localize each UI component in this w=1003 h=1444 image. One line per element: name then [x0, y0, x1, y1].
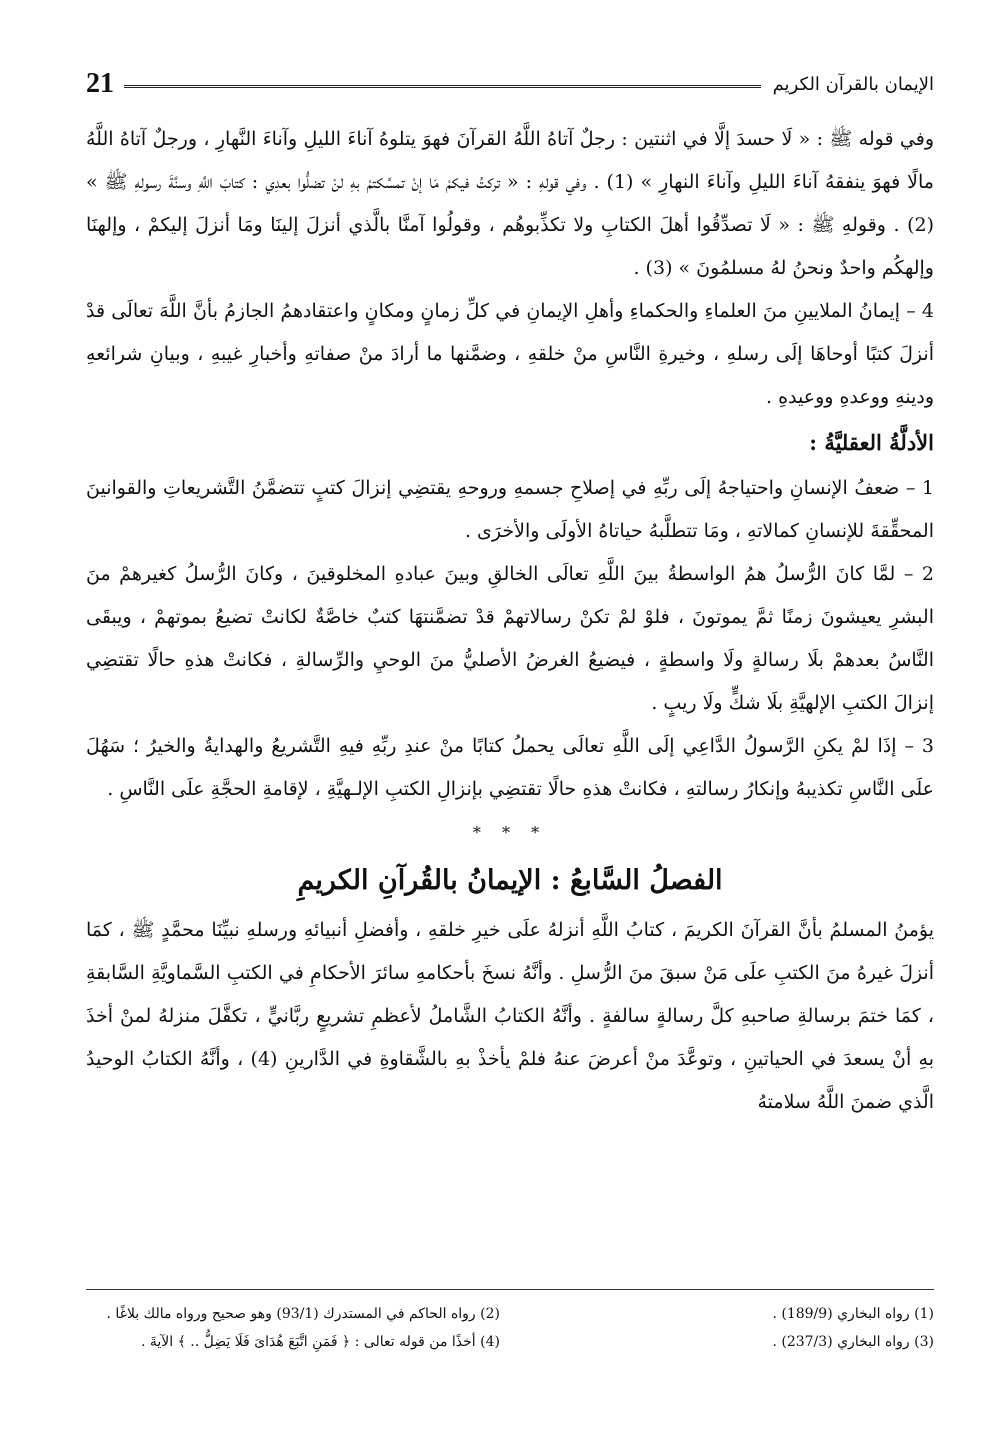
chapter-title: الفصلُ السَّابعُ : الإيمانُ بالقُرآنِ الكريمِ — [297, 865, 723, 896]
footnote-4: (4) أخذًا من قوله تعالى : ﴿ فَمَنِ اتَّبَعَ هُدَاىَ فَلَا يَضِلُّ .. ﴾ الآيةَ . — [140, 1334, 500, 1350]
footnote-2: (2) رواه الحاكم في المستدرك (93/1) وهو صحيح ورواه مالك بلاغًا . — [106, 1306, 500, 1322]
footnote-1: (1) رواه البخاري (189/9) . — [772, 1306, 934, 1322]
paragraph-chapter-intro: يؤمنُ المسلمُ بأنَّ القرآنَ الكريمَ ، كتابُ اللَّهِ أنزلهُ علَى خيرِ خلقهِ ، وأفضلِ أنبيائهِ ورسلهِ نبيِّنَا محمَّدٍ ﷺ ، كمَا أنزلَ غيرهُ منَ الكتبِ علَى مَنْ سبقَ منَ الرُّسلِ . وأنَّهُ نسخَ بأحكامهِ سائرَ الأحكامِ في الكتبِ السَّماويَّةِ السَّابقةِ ، كمَا ختمَ برسالةِ صاحبهِ كلَّ رسالةٍ سالفةٍ . وأنَّهُ الكتابُ الشَّاملُ لأعظمِ تشريعٍ ربَّانيٍّ ، تكفَّلَ منزلهُ لمنْ أخذَ بهِ أنْ يسعدَ في الحياتينِ ، وتوعَّدَ منْ أعرضَ عنهُ فلمْ يأخذْ بهِ بالشَّقاوةِ في الدَّارينِ (4) ، وأنَّهُ الكتابُ الوحيدُ الَّذي ضمنَ اللَّهُ سلامتهُ — [86, 919, 934, 1113]
page-body — [86, 118, 934, 1124]
paragraph-rational-2: 2 – لمَّا كانَ الرُّسلُ همُ الواسطةُ بينَ اللَّهِ تعالَى الخالقِ وبينَ عبادهِ المخلوقينَ ، وكانَ الرُّسلُ كغيرهمْ منَ البشرِ يعيشونَ زمنًا ثمَّ يموتونَ ، فلوْ لمْ تكنْ رسالاتهمْ قدْ تضمَّنتهَا كتبٌ خاصَّةٌ لكانتْ تضيعُ بموتهمْ ، ويبقَى النَّاسُ بعدهمْ بلَا رسالةٍ ولَا واسطةٍ ، فيضيعُ الغرضُ الأصليُّ منَ الوحيِ والرِّسالةِ ، فكانتْ هذهِ حالًا تقتضِي إنزالَ الكتبِ الإلهيَّةِ بلَا شكٍّ ولَا ريبٍ . — [86, 563, 934, 714]
running-title: الإيمان بالقرآن الكريم — [772, 73, 934, 95]
footnotes — [86, 1300, 934, 1356]
paragraph-rational-3: 3 – إذَا لمْ يكنِ الرَّسولُ الدَّاعِي إلَى اللَّهِ تعالَى يحملُ كتابًا منْ عندِ ربِّهِ فيهِ التَّشريعُ والهدايةُ والخيرُ ؛ سَهُلَ علَى النَّاسِ تكذيبهُ وإنكارُ رسالتهِ ، فكانتْ هذهِ حالًا تقتضِي بإنزالِ الكتبِ الإلـهيَّةِ ، لإقامةِ الحجَّةِ علَى النَّاسِ . — [86, 735, 934, 800]
page-header — [86, 66, 934, 102]
section-heading-rational-proofs: الأدلَّةُ العقليَّةُ : — [809, 430, 934, 455]
header-rule — [124, 85, 761, 88]
paragraph-hadith-quotes: وفي قوله ﷺ : « لَا حسدَ إلَّا في اثنتين : رجلٌ آتاهُ اللَّهُ القرآنَ فهوَ يتلوهُ آناءَ الليلِ وآناءَ النَّهارِ ، ورجلٌ آتاهُ اللَّهُ مالًا فهوَ ينفقهُ آناءَ الليلِ وآناءَ النهارِ » (1) . وفي قولهِ : « تركتُ فيكمْ مَا إنْ تمسَّكتمْ بهِ لنْ تضلُّوا بعدِي : كتابَ اللَّهِ وسنَّةَ رسولهِ ﷺ » (2) . وقولهِ ﷺ : « لَا تصدِّقُوا أهلَ الكتابِ ولا تكذِّبوهُم ، وقولُوا آمنَّا بالَّذي أنزلَ إلينَا ومَا أنزلَ إليكمْ ، وإلهنَا وإلهكُم واحدٌ ونحنُ لهُ مسلمُونَ » (3) . — [86, 128, 934, 279]
section-separator: * * * — [472, 823, 548, 842]
paragraph-rational-1: 1 – ضعفُ الإنسانِ واحتياجهُ إلَى ربِّهِ في إصلاحِ جسمهِ وروحهِ يقتضِي إنزالَ كتبٍ تتضمَّنُ التَّشريعاتِ والقوانينَ المحقِّقةَ للإنسانِ كمالاتهِ ، ومَا تتطلَّبهُ حياتاهُ الأولَى والأخرَى . — [86, 477, 934, 542]
footnote-3: (3) رواه البخاري (237/3) . — [772, 1334, 934, 1350]
footnote-divider — [86, 1289, 934, 1290]
paragraph-point-4: 4 – إيمانُ الملايينِ منَ العلماءِ والحكماءِ وأهلِ الإيمانِ في كلِّ زمانٍ ومكانٍ واعتقادهمُ الجازمُ بأنَّ اللَّهَ تعالَى قدْ أنزلَ كتبًا أوحاهَا إلَى رسلهِ ، وخيرةِ النَّاسِ منْ خلقهِ ، وضمَّنها ما أرادَ منْ صفاتهِ وأخبارِ غيبهِ ، وبيانِ شرائعهِ ودينهِ ووعدهِ ووعيدهِ . — [86, 300, 934, 408]
page-number: 21 — [86, 68, 114, 99]
